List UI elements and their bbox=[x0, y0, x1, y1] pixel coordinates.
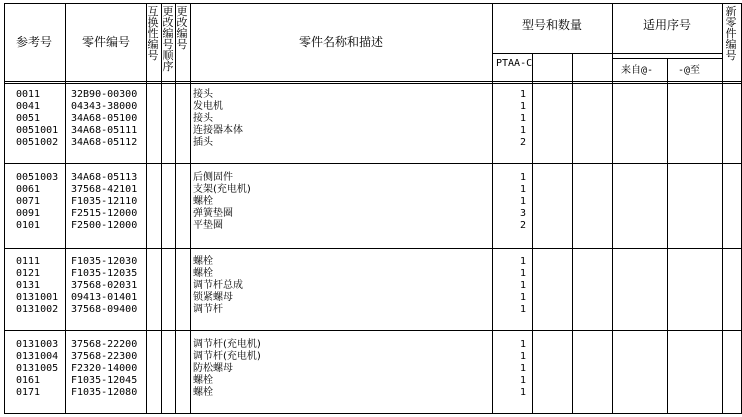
row-qty: 1 bbox=[519, 89, 526, 100]
row-qty: 2 bbox=[519, 220, 526, 231]
row-part-no: 34A68-05111 bbox=[71, 125, 138, 136]
grid-line bbox=[4, 330, 742, 331]
grid-line bbox=[532, 53, 533, 414]
row-ref: 0131002 bbox=[16, 304, 59, 315]
row-qty: 2 bbox=[519, 137, 526, 148]
header-applicable-seq: 适用序号 bbox=[642, 18, 691, 32]
grid-line bbox=[722, 3, 723, 414]
grid-line bbox=[4, 163, 742, 164]
grid-line bbox=[572, 53, 573, 414]
row-name: 螺栓 bbox=[193, 196, 213, 207]
row-name: 平垫圈 bbox=[193, 220, 223, 231]
row-part-no: 04343-38000 bbox=[71, 101, 138, 112]
grid-line bbox=[175, 3, 176, 414]
row-qty: 1 bbox=[519, 339, 526, 350]
row-qty: 1 bbox=[519, 375, 526, 386]
grid-line bbox=[612, 3, 613, 414]
row-part-no: 37568-09400 bbox=[71, 304, 138, 315]
row-name: 后侧固件 bbox=[193, 172, 233, 183]
row-part-no: 34A68-05112 bbox=[71, 137, 138, 148]
row-qty: 1 bbox=[519, 172, 526, 183]
row-name: 锁紧螺母 bbox=[193, 292, 233, 303]
row-name: 接头 bbox=[193, 113, 213, 124]
row-ref: 0041 bbox=[16, 101, 41, 112]
row-name: 螺栓 bbox=[193, 268, 213, 279]
row-ref: 0111 bbox=[16, 256, 41, 267]
grid-line bbox=[65, 3, 66, 414]
row-name: 调节杆(充电机) bbox=[193, 351, 261, 362]
grid-line bbox=[4, 413, 742, 414]
row-name: 螺栓 bbox=[193, 375, 213, 386]
row-qty: 1 bbox=[519, 292, 526, 303]
grid-line bbox=[4, 83, 742, 84]
header-ref-no: 参考号 bbox=[15, 35, 52, 49]
row-part-no: F2515-12000 bbox=[71, 208, 138, 219]
row-ref: 0131004 bbox=[16, 351, 59, 362]
row-ref: 0051 bbox=[16, 113, 41, 124]
row-part-no: F1035-12035 bbox=[71, 268, 138, 279]
row-part-no: 32B90-00300 bbox=[71, 89, 138, 100]
grid-line bbox=[492, 53, 722, 54]
row-qty: 3 bbox=[519, 208, 526, 219]
header-model-qty: 型号和数量 bbox=[521, 18, 582, 32]
row-qty: 1 bbox=[519, 113, 526, 124]
row-part-no: 37568-22300 bbox=[71, 351, 138, 362]
row-name: 调节杆 bbox=[193, 304, 223, 315]
row-part-no: 34A68-05113 bbox=[71, 172, 138, 183]
row-part-no: F2500-12000 bbox=[71, 220, 138, 231]
header-to: -@至 bbox=[678, 65, 701, 76]
header-change-no: 更改编号 bbox=[176, 5, 188, 51]
row-qty: 1 bbox=[519, 256, 526, 267]
row-qty: 1 bbox=[519, 196, 526, 207]
row-qty: 1 bbox=[519, 268, 526, 279]
row-name: 接头 bbox=[193, 89, 213, 100]
header-part-no: 零件编号 bbox=[81, 35, 130, 49]
row-part-no: F1035-12030 bbox=[71, 256, 138, 267]
header-part-name-desc: 零件名称和描述 bbox=[298, 35, 383, 49]
grid-line bbox=[161, 3, 162, 414]
row-qty: 1 bbox=[519, 125, 526, 136]
grid-line bbox=[4, 81, 742, 82]
row-ref: 0121 bbox=[16, 268, 41, 279]
row-ref: 0131001 bbox=[16, 292, 59, 303]
row-part-no: F1035-12080 bbox=[71, 387, 138, 398]
row-ref: 0171 bbox=[16, 387, 41, 398]
grid-line bbox=[190, 3, 191, 414]
row-name: 螺栓 bbox=[193, 387, 213, 398]
row-name: 弹簧垫圈 bbox=[193, 208, 233, 219]
row-qty: 1 bbox=[519, 363, 526, 374]
row-name: 支架(充电机) bbox=[193, 184, 251, 195]
row-part-no: 37568-22200 bbox=[71, 339, 138, 350]
row-ref: 0061 bbox=[16, 184, 41, 195]
row-ref: 0131005 bbox=[16, 363, 59, 374]
grid-line bbox=[492, 3, 493, 414]
row-qty: 1 bbox=[519, 351, 526, 362]
header-model-name: PTAA-C bbox=[496, 58, 533, 69]
grid-line bbox=[4, 248, 742, 249]
row-ref: 0101 bbox=[16, 220, 41, 231]
grid-line bbox=[146, 3, 147, 414]
header-interchange-no: 互换性编号 bbox=[147, 5, 159, 62]
row-part-no: F2320-14000 bbox=[71, 363, 138, 374]
row-name: 螺栓 bbox=[193, 256, 213, 267]
row-part-no: 09413-01401 bbox=[71, 292, 138, 303]
row-part-no: 37568-02031 bbox=[71, 280, 138, 291]
row-qty: 1 bbox=[519, 101, 526, 112]
row-name: 插头 bbox=[193, 137, 213, 148]
row-name: 防松螺母 bbox=[193, 363, 233, 374]
row-ref: 0051001 bbox=[16, 125, 59, 136]
header-from: 来自@- bbox=[621, 65, 654, 76]
row-ref: 0011 bbox=[16, 89, 41, 100]
row-ref: 0051003 bbox=[16, 172, 59, 183]
row-part-no: F1035-12110 bbox=[71, 196, 138, 207]
header-new-part-no: 新零件编号 bbox=[725, 5, 737, 62]
row-ref: 0071 bbox=[16, 196, 41, 207]
grid-line bbox=[4, 3, 742, 4]
row-ref: 0051002 bbox=[16, 137, 59, 148]
row-ref: 0161 bbox=[16, 375, 41, 386]
row-name: 调节杆总成 bbox=[193, 280, 243, 291]
row-part-no: F1035-12045 bbox=[71, 375, 138, 386]
row-qty: 1 bbox=[519, 387, 526, 398]
header-change-seq: 更改编号顺序 bbox=[162, 5, 174, 73]
row-ref: 0091 bbox=[16, 208, 41, 219]
row-part-no: 34A68-05100 bbox=[71, 113, 138, 124]
row-name: 连接器本体 bbox=[193, 125, 243, 136]
row-ref: 0131 bbox=[16, 280, 41, 291]
row-name: 调节杆(充电机) bbox=[193, 339, 261, 350]
row-qty: 1 bbox=[519, 304, 526, 315]
row-qty: 1 bbox=[519, 184, 526, 195]
row-part-no: 37568-42101 bbox=[71, 184, 138, 195]
row-qty: 1 bbox=[519, 280, 526, 291]
grid-line bbox=[667, 58, 668, 414]
row-ref: 0131003 bbox=[16, 339, 59, 350]
grid-line bbox=[4, 3, 5, 414]
row-name: 发电机 bbox=[193, 101, 223, 112]
